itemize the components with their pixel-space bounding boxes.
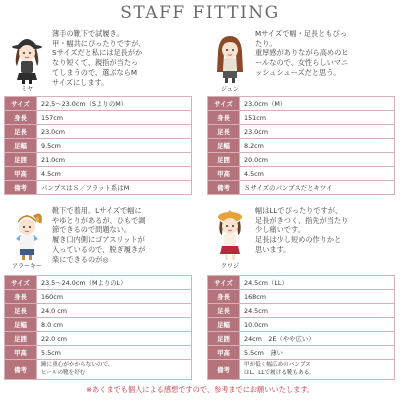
staff-name: ミヤ [20,86,33,93]
spec-label: 足幅 [5,318,37,332]
spec-value: 23.5～24.0cm（MよりのL） [37,276,192,290]
comment-line: 足長は少し短めの作りかと [255,235,342,245]
spec-row-remarks [208,360,395,380]
spec-label: 足長 [208,125,240,139]
comment-line: 薄手の靴下で試履き。 [52,29,124,38]
spec-value: 5.5cm [37,346,192,360]
staff-comment [255,206,393,255]
spec-row-size [208,276,395,290]
spec-value: 4.5cm [240,167,395,181]
comment-line: 履き口内側にゴアスリットが [52,235,145,245]
spec-value: 24cm 2E（やや広い） [240,332,395,346]
staff-avatar-block [4,28,50,93]
comment-line: てしまうので、選ぶならM [52,67,138,77]
spec-row-foot-girth [5,332,192,346]
spec-value: 23.0cm（M） [240,97,395,111]
spec-label: 足囲 [5,153,37,167]
comment-line: ッシュシューズだと思う。 [255,67,341,77]
spec-table [4,96,192,195]
spec-label: 甲高 [5,346,37,360]
spec-label: 身長 [5,290,37,304]
spec-value: Ｓサイズのパンプスだとキツイ [240,181,395,195]
spec-label: サイズ [5,276,37,290]
spec-row-height [5,290,192,304]
staff-name: クワジ [220,263,239,270]
comment-line: Mサイズで幅・足長ともぴっ [255,29,347,38]
comment-line: 幅はLLでぴったりですが、 [255,206,343,215]
spec-value [37,360,192,380]
spec-row-foot-width [208,139,395,153]
spec-label: 身長 [5,111,37,125]
spec-label: 足幅 [208,139,240,153]
spec-row-instep-height [208,346,395,360]
disclaimer-note: ※あくまでも個人による感想ですので、参考までにお願いいたします。 [85,385,315,394]
comment-line: 節できるので問題ない。 [52,225,132,235]
spec-value: 4.5cm [37,167,192,181]
spec-label: 足幅 [208,318,240,332]
staff-avatar-block [207,28,253,93]
girl-black-hat-icon [4,28,50,84]
page-title: STAFF FITTING [120,3,280,23]
spec-row-instep-height [208,167,395,181]
girl-beret-icon [207,205,253,261]
spec-value: 5.5cm 薄い [240,346,395,360]
spec-row-foot-girth [208,153,395,167]
staff-avatar-block [207,205,253,270]
comment-line: Sサイズだと私には足長がか [52,48,143,58]
spec-value: 23.0cm [37,125,192,139]
spec-table [207,275,395,380]
spec-value: 24.0 cm [37,304,192,318]
spec-value: 10.0cm [240,318,395,332]
spec-table [207,96,395,195]
comment-line: 入っているので、脱ぎ履きが [52,244,146,254]
spec-value: 151cm [240,111,395,125]
comment-line: ールなので、女性らしいマニ [255,58,349,68]
spec-label: 身長 [208,290,240,304]
spec-label: 備考 [5,181,37,195]
staff-comment [52,29,190,87]
spec-label: 身長 [208,111,240,125]
girl-long-hair-icon [207,28,253,84]
spec-value [240,360,395,380]
comment-line: 靴下で着用。Lサイズで幅に [52,206,142,215]
spec-value: パンプスはＳ／フラット系はM [37,181,192,195]
spec-value: 157cm [37,111,192,125]
spec-row-height [208,290,395,304]
spec-value: 22.5～23.0cm（SよりのM） [37,97,192,111]
spec-value: 24.5cm [240,304,395,318]
spec-value: 160cm [37,290,192,304]
spec-value: 20.0cm [240,153,395,167]
comment-line: 重厚感がありながら高めのヒ [255,48,349,58]
spec-label: 足長 [5,304,37,318]
spec-row-foot-width [5,318,192,332]
spec-value: 8.0 cm [37,318,192,332]
spec-value: 22.0 cm [37,332,192,346]
spec-label: 備考 [208,360,240,380]
spec-row-size [208,97,395,111]
remarks-line: 甲が低く幅広めのパンプス [244,362,311,369]
spec-label: 備考 [208,181,240,195]
spec-row-foot-girth [208,332,395,346]
spec-row-foot-width [208,318,395,332]
spec-label: 足長 [208,304,240,318]
comment-line: 思います。 [255,244,291,254]
spec-row-size [5,276,192,290]
spec-label: サイズ [208,276,240,290]
spec-row-foot-length [208,304,395,318]
spec-row-height [208,111,395,125]
spec-row-remarks [5,181,192,195]
staff-avatar-block [4,205,50,270]
comment-line: 足長がきつく、指先が当たり [255,215,349,225]
spec-value: 23.0cm [240,125,395,139]
spec-label: 足囲 [208,332,240,346]
remarks-line: 踵に重心がかからないので、 [41,362,114,369]
spec-row-foot-length [5,304,192,318]
spec-row-foot-width [5,139,192,153]
spec-label: 甲高 [208,346,240,360]
spec-row-size [5,97,192,111]
spec-row-instep-height [5,167,192,181]
spec-table [4,275,192,380]
staff-comment [255,29,393,78]
comment-line: 楽にできるのが◎ [52,254,109,264]
spec-label: サイズ [5,97,37,111]
spec-row-foot-length [5,125,192,139]
spec-value: 168cm [240,290,395,304]
remarks-line: ヒールの靴を好む [41,369,86,376]
spec-row-instep-height [5,346,192,360]
spec-value: 24.5cm（LL） [240,276,395,290]
staff-comment [52,206,190,264]
comment-line: やゆとりがあるが、ひもで調 [52,215,146,225]
spec-label: 足囲 [208,153,240,167]
spec-label: 甲高 [5,167,37,181]
spec-label: 甲高 [208,167,240,181]
girl-ponytail-icon [4,205,50,261]
spec-label: 備考 [5,360,37,380]
spec-row-foot-length [208,125,395,139]
comment-line: たり。 [255,38,277,48]
staff-name: ジュン [221,86,239,93]
spec-row-remarks [5,360,192,380]
staff-name: アラーキー [11,263,42,270]
spec-label: 足囲 [5,332,37,346]
comment-line: サイズにします。 [52,77,109,87]
spec-row-foot-girth [5,153,192,167]
spec-value: 8.2cm [240,139,395,153]
comment-line: 甲・幅共にぴったりですが、 [52,38,146,48]
spec-row-remarks [208,181,395,195]
spec-value: 9.5cm [37,139,192,153]
comment-line: 少し痛いです。 [255,225,305,235]
spec-label: サイズ [208,97,240,111]
remarks-line: はL、LLで履ける靴もある。 [244,369,315,376]
spec-value: 21.0cm [37,153,192,167]
spec-row-height [5,111,192,125]
comment-line: なり短くて、親指が当たっ [52,58,139,68]
spec-label: 足幅 [5,139,37,153]
spec-label: 足長 [5,125,37,139]
